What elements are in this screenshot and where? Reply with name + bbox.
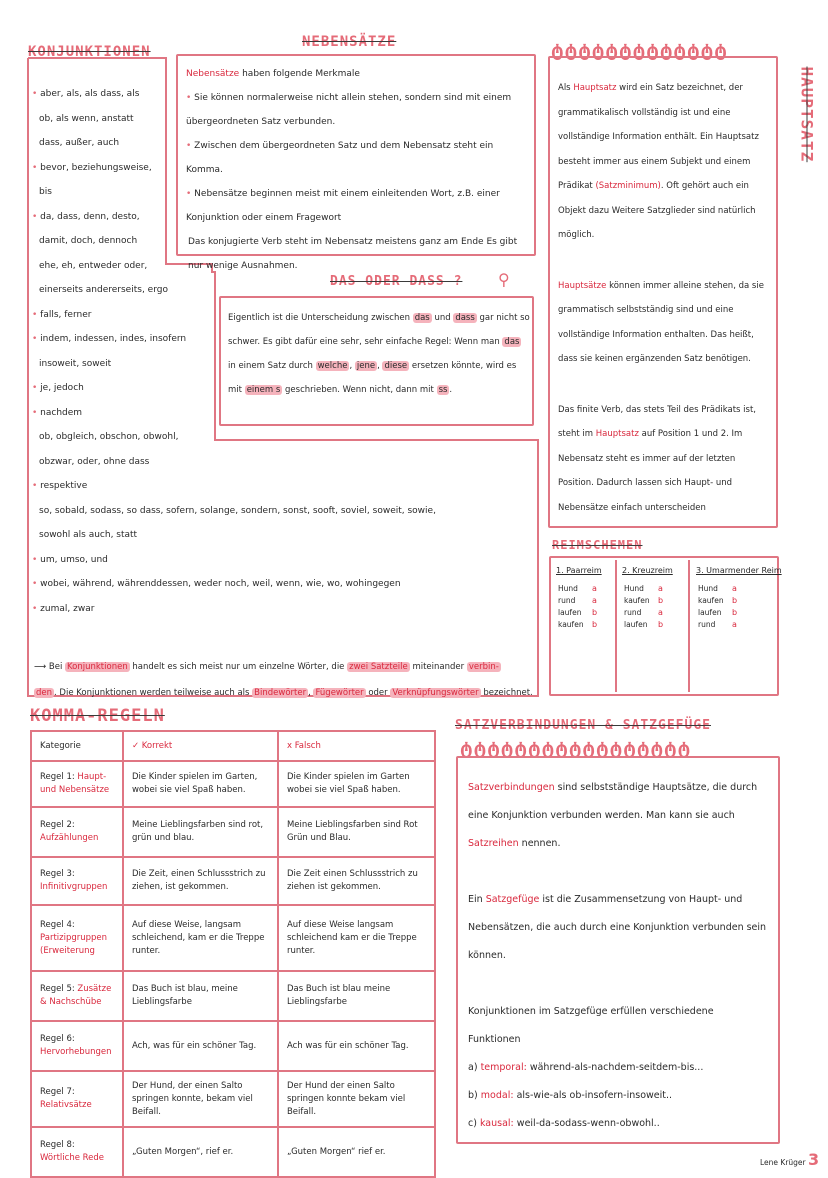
hauptsatz-title: HAUPTSATZ — [797, 66, 817, 163]
komma-rule-number: Regel 3: — [40, 869, 75, 879]
komma-rule-cell — [31, 807, 123, 857]
konjunktion-item: dass, außer, auch — [39, 138, 120, 148]
konjunktionen-title: KONJUNKTIONEN — [28, 44, 151, 60]
konjunktion-item: so, sobald, sodass, so dass, sofern, solange, sondern, sonst, sooft, soviel, soweit, sowie, — [39, 505, 436, 516]
komma-wrong-cell: Das Buch ist blau meine Lieblingsfarbe — [278, 971, 435, 1021]
komma-row — [31, 857, 435, 905]
konjunktion-funktion — [468, 1082, 768, 1110]
reim-letter: b — [592, 620, 598, 629]
komma-wrong-cell: Die Kinder spielen im Garten wobei sie viel Spaß haben. — [278, 761, 435, 807]
konjunktion-item: • zumal, zwar — [32, 597, 532, 622]
konjunktion-item: • um, umso, und — [32, 548, 532, 573]
reimschemen-title: REIMSCHEMEN — [552, 538, 643, 552]
komma-correct-cell: Meine Lieblingsfarben sind rot, grün und blau. — [123, 807, 278, 857]
komma-wrong-cell: Meine Lieblingsfarben sind Rot Grün und Blau. — [278, 807, 435, 857]
komma-row — [31, 1021, 435, 1071]
komma-row — [31, 1127, 435, 1177]
reim-word: kaufen — [698, 596, 724, 605]
konjunktion-item: ehe, eh, entweder oder, — [39, 260, 148, 271]
konjunktionen-note: ⟶ Bei Konjunktionen handelt es sich meist nur um einzelne Wörter, die zwei Satzteile miteinander verbin- den . Die Konjunktionen werden teilweise auch als Bindewörter , Fügewörter oder Verknüpfungswörter bezeichnet. — [34, 662, 533, 698]
reim-word: Hund — [624, 584, 644, 593]
komma-wrong-cell: Ach was für ein schöner Tag. — [278, 1021, 435, 1071]
reimschemen-divider-1 — [615, 560, 617, 692]
komma-correct-cell: Der Hund, der einen Salto springen konnte, bekam viel Beifall. — [123, 1071, 278, 1127]
reim-word: rund — [624, 608, 642, 617]
satzverbindungen-title: SATZVERBINDUNGEN & SATZGEFÜGE — [455, 718, 711, 733]
konjunktion-item: ob, obgleich, obschon, obwohl, — [39, 432, 179, 442]
konjunktion-item: sowohl als auch, statt — [39, 530, 138, 540]
komma-wrong-cell: Auf diese Weise langsam schleichend kam er die Treppe runter. — [278, 905, 435, 971]
reim-letter: a — [592, 596, 597, 605]
komma-header-cell: ✓ Korrekt — [123, 731, 278, 761]
komma-rule-cell — [31, 1071, 123, 1127]
funktion-list: als-wie-als ob-insofern-insoweit.. — [516, 1090, 673, 1101]
komma-correct-cell: Auf diese Weise, langsam schleichend, kam er die Treppe runter. — [123, 905, 278, 971]
konjunktion-funktion — [468, 1110, 768, 1138]
funktion-name: kausal: — [479, 1118, 514, 1129]
komma-rule-name: Partizipgruppen (Erweiterung — [40, 932, 108, 956]
reim-letter: a — [658, 608, 663, 617]
komma-header-row — [31, 731, 435, 761]
komma-rule-name: Wörtliche Rede — [40, 1153, 105, 1163]
komma-wrong-cell: Die Zeit einen Schlussstrich zu ziehen ist gekommen. — [278, 857, 435, 905]
konjunktion-item: • nachdem — [32, 401, 532, 426]
komma-rule-name: Haupt- und Nebensätze — [40, 772, 110, 795]
komma-rule-name: Hervorhebungen — [40, 1047, 112, 1057]
funktion-label: b) — [468, 1090, 478, 1101]
konjunktion-item: • wobei, während, währenddessen, weder noch, weil, wenn, wie, wo, wohingegen — [32, 572, 532, 597]
komma-rule-cell — [31, 905, 123, 971]
nebensaetze-title: NEBENSÄTZE — [302, 34, 397, 50]
komma-rule-number: Regel 4: — [40, 919, 75, 930]
author-name: Lene Krüger — [760, 1158, 806, 1167]
reim-word: kaufen — [558, 620, 584, 629]
reim-word: rund — [698, 620, 716, 629]
komma-rule-name: Aufzählungen — [40, 833, 99, 843]
komma-rule-cell — [31, 971, 123, 1021]
funktion-label: c) — [468, 1118, 477, 1129]
komma-correct-cell: Das Buch ist blau, meine Lieblingsfarbe — [123, 971, 278, 1021]
komma-rule-name: Infinitivgruppen — [40, 882, 108, 892]
satzverbindungen-content: Satzverbindungen sind selbstständige Hauptsätze, die durch eine Konjunktion verbunden werden. Man kann sie auch Satzreihen nennen. Ein Satzgefüge ist die Zusammensetzung von Haupt- und Nebensätzen, die auch durch eine Konjunktion verbunden sein können. Konjunktionen im Satzgefüge erfüllen verschiedene Funktionen a) temporal: während-als-nachdem-seitdem-bis... b) modal: als-wie-als ob-insofern-insoweit.. c) kausal: weil-da-sodass-wenn-obwohl.. — [468, 774, 768, 1138]
komma-row — [31, 905, 435, 971]
reim-letter: b — [658, 596, 664, 605]
komma-header-cell: x Falsch — [278, 731, 435, 761]
konjunktion-item: damit, doch, dennoch — [39, 236, 138, 246]
komma-row — [31, 1071, 435, 1127]
konjunktion-funktion — [468, 1054, 768, 1082]
komma-rule-cell — [31, 1127, 123, 1177]
komma-rule-cell — [31, 761, 123, 807]
reim-letter: a — [732, 584, 737, 593]
komma-rule-number: Regel 7: — [40, 1087, 75, 1097]
das-dass-content: Eigentlich ist die Unterscheidung zwischen das und dass gar nicht so schwer. Es gibt dafür eine sehr, sehr einfache Regel: Wenn man das in einem Satz durch welche , jene , diese ersetzen könnte, wird es mit einem s geschrieben. Wenn nicht, dann mit ss . — [228, 313, 530, 395]
konjunktion-item: • da, dass, denn, desto, — [32, 205, 532, 230]
komma-title: KOMMA-REGELN — [30, 706, 165, 726]
komma-rule-number: Regel 1: — [40, 772, 75, 782]
reim-word: laufen — [558, 608, 582, 617]
reim-letter: b — [732, 596, 738, 605]
funktion-list: weil-da-sodass-wenn-obwohl.. — [516, 1118, 660, 1129]
spiral-rings-bottom: ტტტტტტტტტტტტტტტტტ — [460, 738, 692, 759]
nebensaetze-content: Nebensätze haben folgende Merkmale • Sie können normalerweise nicht allein stehen, sondern sind mit einem übergeordneten Satz verbunden. • Zwischen dem übergeordneten Satz und dem Nebensatz steht ein Komma. • Nebensätze beginnen meist mit einem einleitenden Wort, z.B. einer Konjunktion oder einem Fragewort Das konjugierte Verb steht im Nebensatz meistens ganz am Ende Es gibt nur wenige Ausnahmen. — [186, 62, 526, 278]
reimschema-name: 2. Kreuzreim — [622, 566, 673, 575]
reim-letter: b — [592, 608, 598, 617]
reim-word: rund — [558, 596, 576, 605]
das-dass-title: DAS ODER DASS ? — [330, 274, 463, 289]
komma-rule-cell — [31, 1021, 123, 1071]
komma-correct-cell: Die Kinder spielen im Garten, wobei sie viel Spaß haben. — [123, 761, 278, 807]
reim-word: Hund — [698, 584, 718, 593]
komma-correct-cell: Die Zeit, einen Schlussstrich zu ziehen, ist gekommen. — [123, 857, 278, 905]
page-number: 3 — [808, 1150, 820, 1169]
konjunktion-item: obzwar, oder, ohne dass — [39, 456, 150, 467]
konjunktion-item: bis — [39, 187, 52, 197]
konjunktion-item: • je, jedoch — [32, 376, 532, 401]
komma-wrong-cell: Der Hund der einen Salto springen konnte bekam viel Beifall. — [278, 1071, 435, 1127]
komma-row — [31, 761, 435, 807]
komma-rule-number: Regel 8: — [40, 1140, 75, 1150]
komma-correct-cell: „Guten Morgen“, rief er. — [123, 1127, 278, 1177]
konjunktion-item: • indem, indessen, indes, insofern — [32, 327, 532, 352]
komma-rule-number: Regel 2: — [40, 820, 75, 830]
funktion-name: temporal: — [480, 1062, 527, 1073]
reim-letter: b — [658, 620, 664, 629]
konjunktion-item: einerseits andererseits, ergo — [39, 285, 168, 295]
komma-wrong-cell: „Guten Morgen“ rief er. — [278, 1127, 435, 1177]
funktion-list: während-als-nachdem-seitdem-bis... — [529, 1062, 704, 1073]
konjunktion-item: insoweit, soweit — [39, 358, 112, 369]
reimschema-name: 1. Paarreim — [556, 566, 602, 575]
komma-rule-cell — [31, 857, 123, 905]
konjunktion-item: • aber, als, als dass, als — [32, 82, 532, 107]
konjunktion-item: • bevor, beziehungsweise, — [32, 156, 532, 181]
reim-word: laufen — [698, 608, 722, 617]
reim-letter: a — [732, 620, 737, 629]
funktion-name: modal: — [480, 1090, 514, 1101]
hauptsatz-content: Als Hauptsatz wird ein Satz bezeichnet, der grammatikalisch vollständig ist und eine vollständige Information enthält. Ein Hauptsatz besteht immer aus einem Subjekt und einem Prädikat (Satzminimum). Oft gehört auch ein Objekt dazu Weitere Satzglieder sind natürlich möglich. Hauptsätze können immer alleine stehen, da sie grammatisch selbstständig sind und eine vollständige Information enthalten. Das heißt, dass sie keinen ergänzenden Satz benötigen. Das finite Verb, das stets Teil des Prädikats ist, steht im Hauptsatz auf Position 1 und 2. Im Nebensatz steht es immer auf der letzten Position. Dadurch lassen sich Haupt- und Nebensätze einfach unterscheiden — [558, 83, 764, 513]
reim-letter: a — [658, 584, 663, 593]
reimschemen-divider-2 — [688, 560, 690, 692]
komma-correct-cell: Ach, was für ein schöner Tag. — [123, 1021, 278, 1071]
reim-letter: a — [592, 584, 597, 593]
reim-word: laufen — [624, 620, 648, 629]
konjunktion-item: ob, als wenn, anstatt — [39, 113, 134, 124]
reimschema-name: 3. Umarmender Reim — [696, 566, 782, 575]
spiral-rings-top: ტტტტტტტტტტტტტ — [551, 40, 728, 61]
funktion-label: a) — [468, 1062, 478, 1073]
konjunktion-item: • falls, ferner — [32, 303, 532, 328]
komma-row — [31, 971, 435, 1021]
komma-header-cell: Kategorie — [31, 731, 123, 761]
reim-word: Hund — [558, 584, 578, 593]
komma-row — [31, 807, 435, 857]
reim-word: kaufen — [624, 596, 650, 605]
komma-rule-number: Regel 5: — [40, 984, 75, 994]
konjunktion-item: • respektive — [32, 474, 532, 499]
pin-icon: ⚲ — [498, 270, 510, 289]
komma-table — [30, 730, 436, 1178]
komma-rule-name: Relativsätze — [40, 1100, 92, 1110]
reim-letter: b — [732, 608, 738, 617]
komma-rule-number: Regel 6: — [40, 1034, 75, 1044]
komma-rule-name: Zusätze & Nachschübe — [40, 984, 112, 1007]
